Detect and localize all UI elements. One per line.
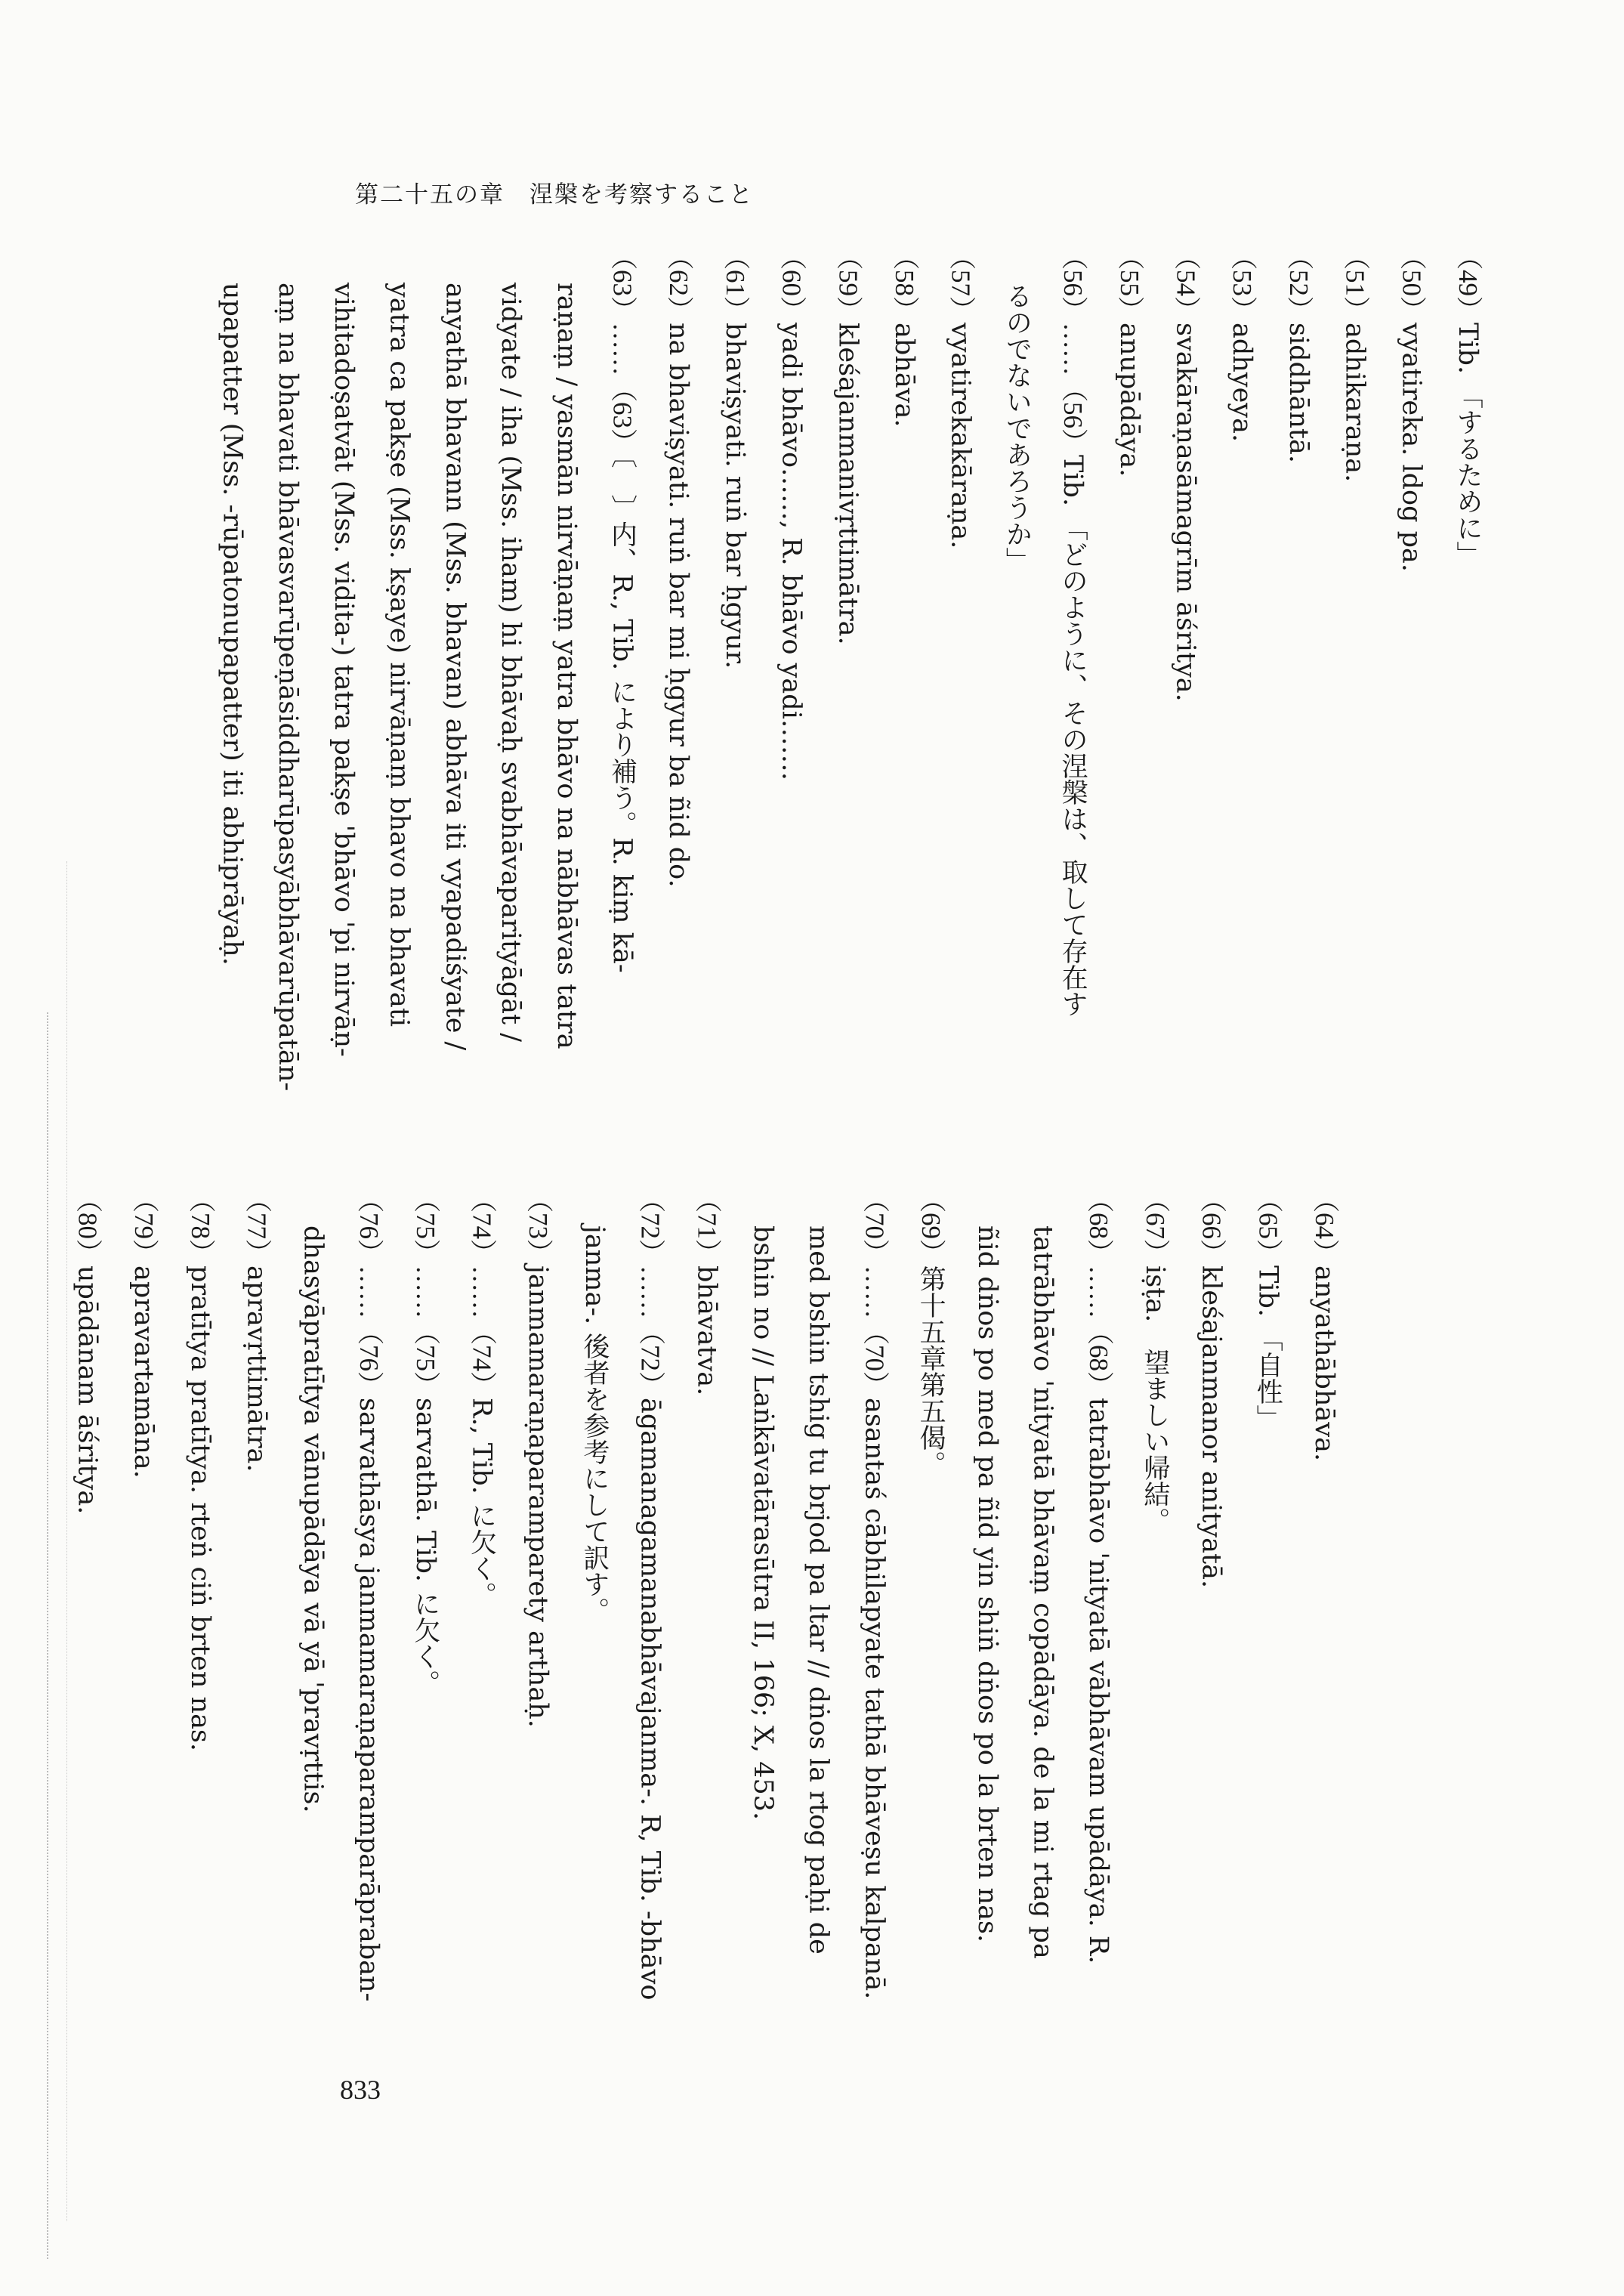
note-text: tatrābhāvo 'nityatā bhāvaṃ copādāya. de la mi rtag pa <box>1027 1225 1058 1959</box>
note-text: anupādāya. <box>1113 323 1144 477</box>
note-text: るのでないであろうか」 <box>1002 283 1033 573</box>
note-text: upādānam āśritya. <box>72 1265 103 1515</box>
page-number: 833 <box>340 2075 381 2105</box>
note-text: adhyeya. <box>1227 323 1258 443</box>
note-text: asantaś cābhilapyate tathā bhāveṣu kalpanā. <box>859 1398 890 2000</box>
note-number: （75）……（75） <box>410 1186 440 1398</box>
note-line <box>650 243 706 1089</box>
note-text: R., Tib. に欠く。 <box>466 1398 497 1608</box>
note-line <box>1044 243 1101 1089</box>
note-line <box>875 243 932 1089</box>
note-number: （53） <box>1227 243 1258 323</box>
note-line <box>566 1186 622 1972</box>
margin-dotted-line <box>47 1012 49 2259</box>
note-number: （58） <box>889 243 919 323</box>
note-line <box>285 1186 341 1972</box>
note-text: vihitadoṣatvāt (Mss. vidita-) tatra pakṣe 'bhāvo 'pi nirvāṇ- <box>328 283 359 1057</box>
note-line <box>594 243 650 1089</box>
note-text: svakāraṇasāmagrīm āśritya. <box>1170 323 1201 702</box>
note-number: （54） <box>1171 243 1201 323</box>
note-text: Tib. 「自性」 <box>1252 1265 1283 1432</box>
note-line <box>1439 243 1496 1089</box>
note-line <box>1183 1186 1240 1972</box>
note-text: siddhāntā. <box>1283 323 1314 463</box>
note-number: （50） <box>1397 243 1427 323</box>
note-line <box>228 1186 285 1972</box>
note-text: anyathā bhavann (Mss. bhavan) abhāva iti vyapadiśyate / <box>440 283 471 1051</box>
note-number: （78） <box>185 1186 215 1265</box>
note-line <box>763 243 820 1089</box>
note-line <box>1383 243 1440 1089</box>
note-line <box>509 1186 566 1972</box>
note-text: na bhaviṣyati. ruṅ bar mi ḥgyur ba ñid do. <box>663 323 694 888</box>
note-text: kleśajanmanivṛttimātra. <box>832 323 863 645</box>
notes-column-bottom <box>72 1186 1352 2002</box>
note-line <box>959 1186 1014 1972</box>
note-text: adhikaraṇa. <box>1339 323 1370 483</box>
note-number: （77） <box>242 1186 272 1265</box>
note-number: （60） <box>776 243 807 323</box>
note-text: janma-. 後者を参考にして訳す。 <box>579 1225 610 1624</box>
note-number: （49） <box>1453 243 1483 323</box>
note-line <box>846 1186 903 2000</box>
note-number: （72）……（72） <box>635 1186 665 1398</box>
note-number: （57） <box>946 243 976 323</box>
note-number: （80） <box>73 1186 103 1265</box>
note-line <box>622 1186 678 2001</box>
note-number: （62） <box>664 243 694 323</box>
note-number: （56）……（56） <box>1058 243 1088 455</box>
note-text: sarvathā. Tib. に欠く。 <box>409 1398 440 1697</box>
note-line <box>989 243 1045 1089</box>
note-line <box>1295 1186 1352 1972</box>
note-text: āgamanagamanabhāvajanma-. R, Tib. -bhāvo <box>634 1398 665 2001</box>
note-number: （61） <box>720 243 750 323</box>
note-line <box>171 1186 228 1972</box>
note-text: aṃ na bhavati bhāvasvarūpeṇāsiddharūpasyābhāvarūpatān- <box>273 283 304 1092</box>
note-text: 〔 〕内、R., Tib. により補う。R. kiṃ kā- <box>607 455 638 973</box>
note-line <box>453 1186 510 1972</box>
note-text: yadi bhāvo……, R. bhāvo yadi……. <box>776 323 807 781</box>
note-number: （67） <box>1140 1186 1170 1265</box>
note-line <box>538 243 594 1089</box>
note-line <box>1101 243 1157 1089</box>
note-number: （64） <box>1310 1186 1339 1265</box>
note-number: （69） <box>916 1186 946 1265</box>
note-line <box>1014 1186 1070 1972</box>
note-number: （59） <box>833 243 863 323</box>
note-number: （76）……（76） <box>354 1186 384 1398</box>
note-number: （65） <box>1253 1186 1283 1265</box>
note-line <box>482 243 538 1089</box>
note-line <box>1157 243 1214 1089</box>
note-number: （74）……（74） <box>467 1186 497 1398</box>
note-text: tatrābhāvo 'nityatā vābhāvam upādāya. R. <box>1083 1398 1114 1964</box>
note-line <box>260 243 316 1092</box>
note-text: ñid dṅos po med pa ñid yin shiṅ dṅos po la brten nas. <box>971 1225 1002 1943</box>
note-line <box>59 1186 116 1972</box>
note-text: Tib. 「どのように、その涅槃は、取して存在す <box>1057 455 1088 1018</box>
note-text: anyathābhāva. <box>1309 1265 1339 1462</box>
note-text: med bshin tshig tu brjod pa ltar // dṅos la rtog paḥi de <box>803 1225 834 1955</box>
note-line <box>116 1186 172 1972</box>
note-line <box>340 1186 397 2002</box>
note-text: bshin no // Laṅkāvatārasūtra II, 166; X, 453. <box>747 1225 778 1821</box>
note-number: （73） <box>523 1186 554 1265</box>
note-number: （70）……（70） <box>860 1186 890 1398</box>
note-number: （66） <box>1196 1186 1227 1265</box>
note-line <box>820 243 876 1089</box>
running-header: 第二十五の章 涅槃を考察すること <box>355 181 754 209</box>
note-line <box>371 243 427 1089</box>
note-text: upapatter (Mss. -rūpatonupapatter) iti abhiprāyaḥ. <box>217 283 248 966</box>
note-line <box>1240 1186 1296 1972</box>
note-number: （68）……（68） <box>1084 1186 1114 1398</box>
note-number: （71） <box>692 1186 722 1265</box>
notes-column-top <box>217 243 1496 1092</box>
note-line <box>1213 243 1270 1089</box>
note-text: raṇaṃ / yasmān nirvāṇaṃ yatra bhāvo na nābhāvas tatra <box>551 283 582 1049</box>
note-text: apravartamāna. <box>128 1265 159 1479</box>
note-text: yatra ca pakṣe (Mss. kṣaye) nirvāṇaṃ bhavo na bhavati <box>384 283 415 1027</box>
note-line <box>790 1186 846 1972</box>
note-text: 第十五章第五偈。 <box>915 1265 946 1477</box>
note-number: （51） <box>1340 243 1370 323</box>
note-line <box>1070 1186 1126 1972</box>
note-text: apravṛttimātra. <box>241 1265 272 1472</box>
note-text: vidyate / iha (Mss. iham) hi bhāvaḥ svabhāvaparityāgāt / <box>496 283 526 1042</box>
note-text: janmamaraṇaparamparety arthaḥ. <box>523 1265 554 1728</box>
note-text: abhāva. <box>888 323 919 428</box>
note-text: Tib. 「するために」 <box>1453 323 1483 568</box>
note-line <box>1326 243 1383 1089</box>
note-line <box>1126 1186 1183 1972</box>
note-line <box>678 1186 735 1972</box>
note-number: （55） <box>1114 243 1144 323</box>
note-number: （63）……（63） <box>607 243 638 455</box>
note-text: dhasyāpratītya vānupādāya vā yā 'pravṛttis. <box>298 1225 329 1813</box>
note-text: bhāvatva. <box>691 1265 722 1396</box>
note-line <box>397 1186 453 1972</box>
note-line <box>315 243 371 1089</box>
note-text: sarvathāsya janmamaraṇaparamparāpraban- <box>354 1398 384 2002</box>
note-text: vyatireka. ldog pa. <box>1396 323 1427 573</box>
note-line <box>734 1186 790 1972</box>
note-text: vyatirekakāraṇa. <box>945 323 976 549</box>
note-line <box>204 243 260 1089</box>
note-line <box>427 243 483 1089</box>
note-text: kleśajanmanor anityatā. <box>1196 1265 1227 1589</box>
note-text: bhaviṣyati. ruṅ bar ḥgyur. <box>719 323 750 669</box>
note-number: （79） <box>129 1186 159 1265</box>
note-line <box>932 243 989 1089</box>
note-line <box>902 1186 959 1972</box>
note-text: iṣṭa. 望ましい帰結。 <box>1139 1265 1170 1534</box>
note-text: pratītya pratītya. rteṅ ciṅ brten nas. <box>184 1265 215 1752</box>
note-number: （52） <box>1283 243 1314 323</box>
note-line <box>706 243 763 1089</box>
note-line <box>1270 243 1326 1089</box>
